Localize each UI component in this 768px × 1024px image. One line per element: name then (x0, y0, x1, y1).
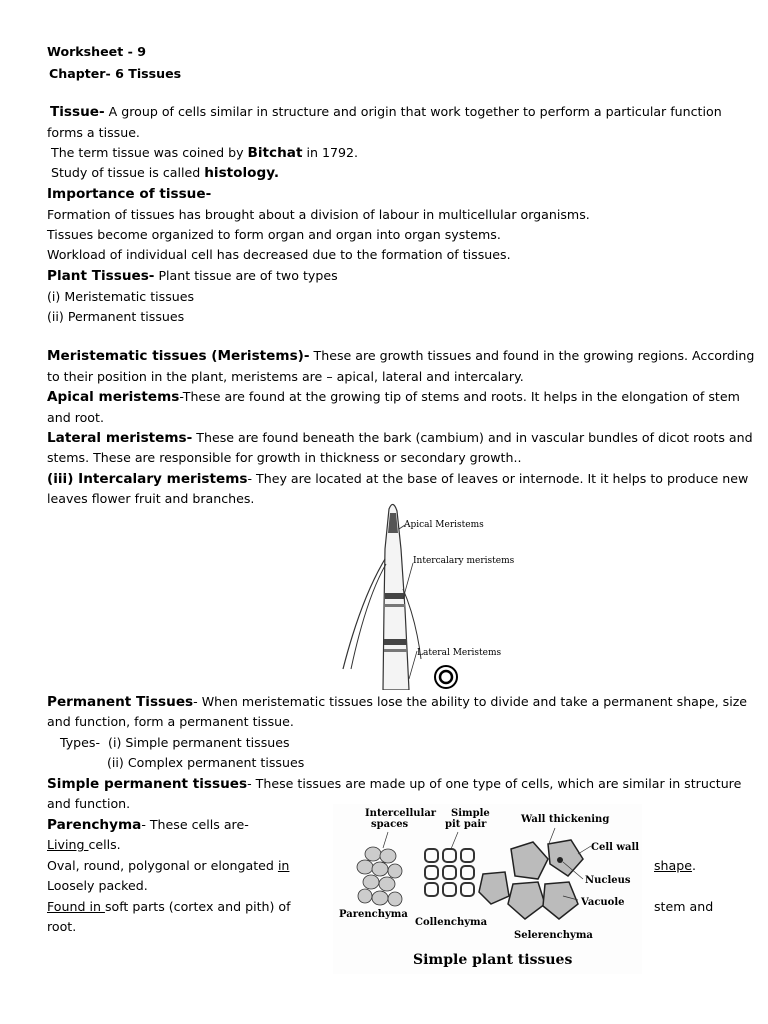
label-intercellular-1: Intercellular (365, 808, 437, 819)
label-cell-wall: Cell wall (591, 842, 640, 853)
root-line: root. (47, 919, 77, 934)
label-nucleus: Nucleus (585, 875, 631, 886)
simple-heading: Simple permanent tissues (47, 776, 248, 792)
plant-type-1: (i) Meristematic tissues (47, 289, 195, 304)
meristems-svg (321, 489, 526, 690)
importance-point-3: Workload of individual cell has decreased due to the formation of tissues. (47, 247, 511, 262)
apical-heading: Apical meristems (47, 389, 180, 405)
shape-word: shape (654, 858, 693, 873)
lateral-line2: stems. These are responsible for growth in thickness or secondary growth.. (47, 450, 522, 465)
label-intercellular-2: spaces (371, 819, 409, 830)
meristematic-line2: to their position in the plant, meristems are – apical, lateral and intercalary. (47, 369, 524, 384)
left-leaf (343, 559, 385, 669)
importance-heading: Importance of tissue- (47, 186, 212, 202)
intercalary-band-1 (385, 593, 405, 599)
parenchyma-line (47, 817, 249, 833)
lateral-pointer (409, 651, 417, 679)
label-lateral: Lateral Meristems (417, 648, 502, 658)
coined-post: in 1792. (302, 145, 359, 160)
label-wall-thickening: Wall thickening (521, 814, 610, 825)
lateral-heading: Lateral meristems- (47, 430, 193, 446)
study-line (51, 165, 279, 181)
plant-tissues-text: Plant tissue are of two types (154, 268, 338, 283)
label-sclerenchyma: Selerenchyma (514, 930, 593, 941)
intercalary-band-2 (385, 604, 405, 607)
meristematic-heading: Meristematic tissues (Meristems)- (47, 348, 310, 364)
living-line (47, 837, 121, 853)
label-parenchyma: Parenchyma (339, 909, 408, 920)
lateral-ring-inner (440, 671, 452, 683)
sclerenchyma-cells (479, 840, 583, 919)
intercalary-band-4 (384, 649, 407, 652)
found-rest: soft parts (cortex and pith) of (104, 899, 291, 914)
label-collenchyma: Collenchyma (415, 917, 488, 928)
tissue-def-line2: forms a tissue. (47, 125, 140, 140)
simple-tissues-diagram (333, 804, 642, 974)
plant-type-2: (ii) Permanent tissues (47, 309, 185, 324)
meristems-diagram (321, 489, 526, 690)
left-leaf-inner (351, 564, 386, 669)
permanent-types-line (60, 735, 290, 751)
plant-tissues-heading: Plant Tissues- (47, 268, 155, 284)
simple-line1 (47, 776, 741, 792)
importance-point-1: Formation of tissues has brought about a division of labour in multicellular organisms. (47, 207, 590, 222)
lateral-text: These are found beneath the bark (cambium) and in vascular bundles of dicot roots and (192, 430, 753, 445)
found-underlined: Found in (47, 899, 105, 914)
tissue-term: Tissue- (50, 104, 105, 120)
parenchyma-text: - These cells are- (141, 817, 249, 832)
permanent-heading: Permanent Tissues (47, 694, 194, 710)
figure-caption: Simple plant tissues (413, 952, 573, 968)
permanent-text: - When meristematic tissues lose the ability to divide and take a permanent shape, size (193, 694, 748, 709)
permanent-line1 (47, 694, 747, 710)
label-simple-pit-1: Simple (451, 808, 490, 819)
shape-in: in (277, 858, 290, 873)
loose-line: Loosely packed. (47, 878, 148, 893)
stem-and: stem and (654, 899, 714, 914)
permanent-type-2: (ii) Complex permanent tissues (107, 755, 305, 770)
label-apical: Apical Meristems (404, 520, 484, 530)
label-vacuole: Vacuole (581, 897, 625, 908)
nucleus-dot (557, 857, 563, 863)
permanent-type-1: (i) Simple permanent tissues (108, 735, 290, 750)
lateral-line1 (47, 430, 753, 446)
label-intercalary: Intercalary meristems (413, 556, 515, 566)
types-label: Types- (60, 735, 101, 750)
meristematic-text: These are growth tissues and found in the growing regions. According (309, 348, 755, 363)
coined-name: Bitchat (247, 145, 303, 161)
tissue-def-text: A group of cells similar in structure and origin that work together to perform a particular function (104, 104, 722, 119)
importance-point-2: Tissues become organized to form organ and organ into organ systems. (47, 227, 501, 242)
intercalary-text: - They are located at the base of leaves or internode. It it helps to produce new (247, 471, 749, 486)
coined-line (51, 145, 358, 161)
cellwall-pointer (578, 846, 591, 854)
label-simple-pit-2: pit pair (445, 819, 487, 830)
coined-pre: The term tissue was coined by (51, 145, 248, 160)
plant-tissues-line (47, 268, 338, 284)
shape-line (47, 858, 289, 874)
apical-line1 (47, 389, 740, 405)
collenchyma-cells (425, 849, 474, 896)
study-pre: Study of tissue is called (51, 165, 205, 180)
simple-text: - These tissues are made up of one type of cells, which are similar in structure (247, 776, 742, 791)
intercalary-pointer (403, 563, 413, 599)
simple-tissues-svg (333, 804, 642, 974)
found-line (47, 899, 291, 915)
permanent-line2: and function, form a permanent tissue. (47, 714, 294, 729)
worksheet-title: Worksheet - 9 (47, 44, 147, 59)
living-rest: cells. (88, 837, 121, 852)
simple-line2: and function. (47, 796, 131, 811)
intercalary-band-3 (384, 639, 407, 645)
shape-dot: . (692, 858, 697, 873)
intercellular-pointer (383, 832, 388, 848)
intercalary-line1 (47, 471, 748, 487)
parenchyma-heading: Parenchyma (47, 817, 142, 833)
intercalary-heading: (iii) Intercalary meristems (47, 471, 248, 487)
living-underlined: Living (47, 837, 89, 852)
intercalary-line2: leaves flower fruit and branches. (47, 491, 255, 506)
meristematic-line1 (47, 348, 754, 364)
apical-text: -These are found at the growing tip of stems and roots. It helps in the elongation of stem (179, 389, 740, 404)
chapter-title: Chapter- 6 Tissues (49, 66, 182, 81)
study-word: histology. (204, 165, 280, 181)
parenchyma-cells (357, 847, 402, 906)
apical-line2: and root. (47, 410, 104, 425)
tissue-definition (50, 104, 722, 120)
shape-pre: Oval, round, polygonal or elongated (47, 858, 278, 873)
shape-word-line (654, 858, 696, 874)
pit-pointer (451, 832, 458, 849)
